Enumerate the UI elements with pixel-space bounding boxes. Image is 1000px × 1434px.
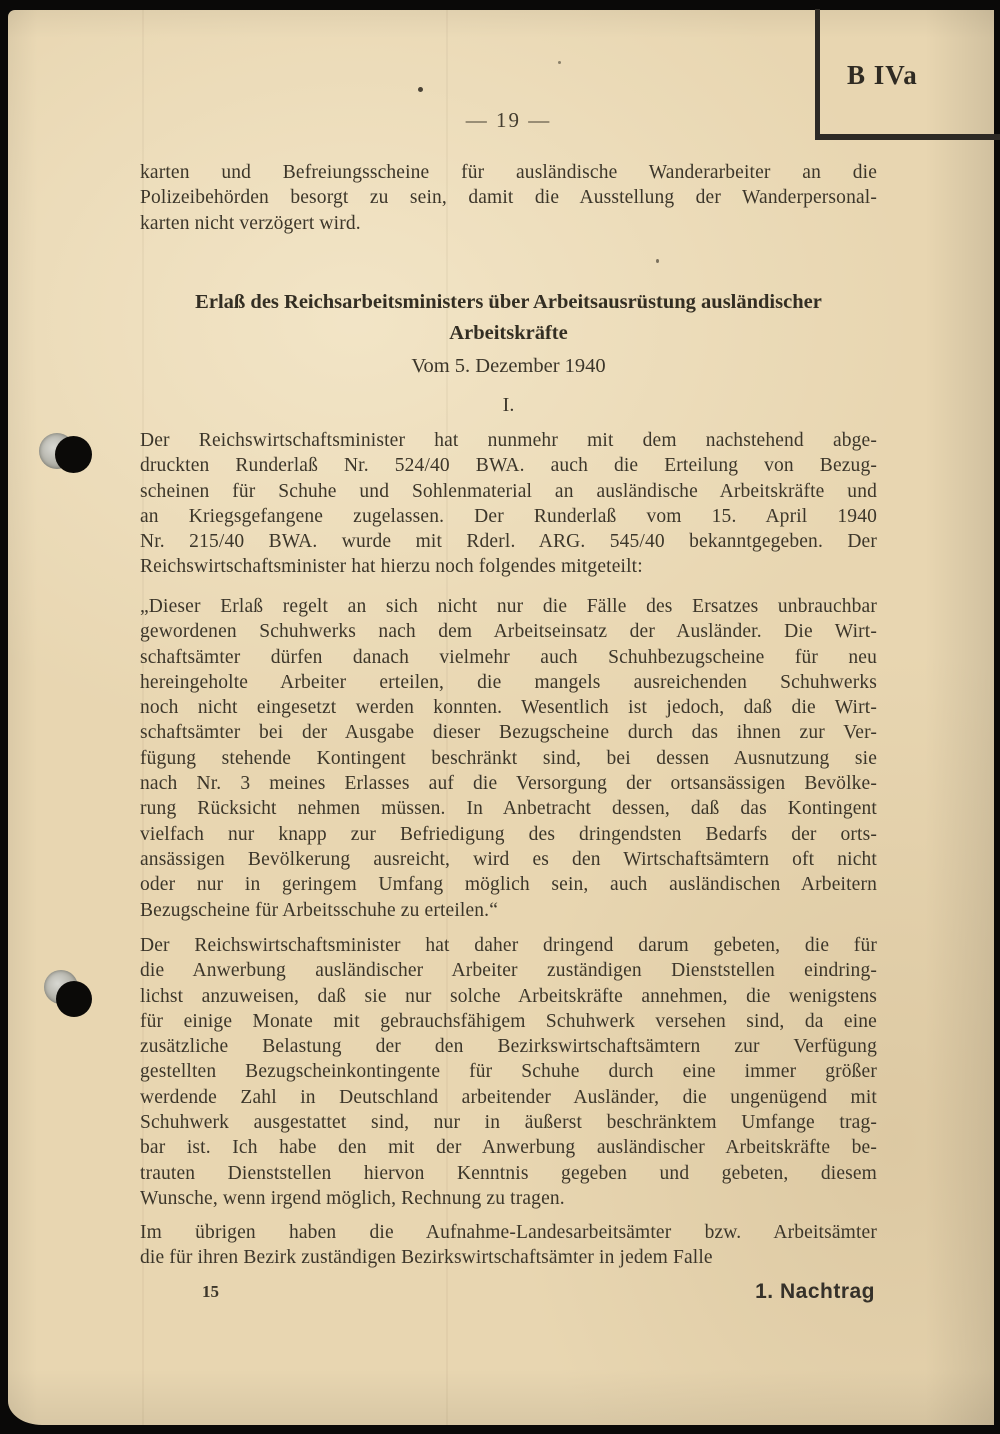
- hole-punch-hole: [56, 981, 92, 1017]
- section-numeral: I.: [502, 394, 515, 416]
- intro-paragraph: [140, 160, 877, 236]
- quotation-paragraph: [140, 594, 877, 923]
- text-line: „Dieser Erlaß regelt an sich nicht nur die Fälle des Ersatzes unbrauchbar: [140, 596, 877, 617]
- text-line: an Kriegsgefangene zugelassen. Der Runderlaß vom 15. April 1940: [140, 505, 877, 527]
- text-line: zusätzliche Belastung der den Bezirkswirtschaftsämtern zur Verfügung: [140, 1036, 877, 1058]
- text-line: druckten Runderlaß Nr. 524/40 BWA. auch die Erteilung von Bezug-: [140, 455, 877, 477]
- text-line: Nr. 215/40 BWA. wurde mit Rderl. ARG. 545/40 bekanntgegeben. Der: [140, 531, 877, 553]
- paragraph: [140, 1220, 877, 1271]
- text-line: Arbeitskräfte: [449, 322, 568, 344]
- text-line: rung Rücksicht nehmen müssen. In Anbetracht dessen, daß das Kontingent: [140, 798, 877, 820]
- text-line: Schuhwerk ausgestattet sind, nur in äußerst beschränktem Umfange trag-: [140, 1112, 877, 1134]
- hole-punch-hole: [55, 436, 92, 473]
- text-line: werdende Zahl in Deutschland arbeitender Ausländer, die ungenügend mit: [140, 1086, 877, 1108]
- text-line: karten nicht verzögert wird.: [140, 212, 361, 234]
- text-line: oder nur in geringem Umfang möglich sein, auch ausländischen Arbeitern: [140, 874, 877, 896]
- text-line: die für ihren Bezirk zuständigen Bezirkswirtschaftsämter in jedem Falle: [140, 1247, 713, 1269]
- text-line: die Anwerbung ausländischer Arbeiter zuständigen Dienststellen eindring-: [140, 960, 877, 982]
- text-line: Im übrigen haben die Aufnahme-Landesarbeitsämter bzw. Arbeitsämter: [140, 1222, 877, 1243]
- text-line: gestellten Bezugscheinkontingente für Schuhe durch eine immer größer: [140, 1061, 877, 1083]
- paper-speck: [418, 87, 423, 92]
- text-line: Bezugscheine für Arbeitsschuhe zu erteilen.“: [140, 899, 498, 921]
- text-line: Erlaß des Reichsarbeitsministers über Arbeitsausrüstung ausländischer: [195, 291, 822, 313]
- paragraph: [140, 428, 877, 580]
- text-line: lichst anzuweisen, daß sie nur solche Arbeitskräfte annehmen, die wenigstens: [140, 985, 877, 1007]
- text-line: schaftsämter dürfen danach vielmehr auch Schuhbezugscheine für neu: [140, 646, 877, 668]
- text-line: nach Nr. 3 meines Erlasses auf die Versorgung der ortsansässigen Bevölke-: [140, 773, 877, 795]
- text-line: Reichswirtschaftsminister hat hierzu noch folgendes mitgeteilt:: [140, 556, 643, 578]
- text-line: fügung stehende Kontingent beschränkt sind, bei dessen Ausnutzung sie: [140, 747, 877, 769]
- text-line: gewordenen Schuhwerks nach dem Arbeitseinsatz der Ausländer. Die Wirt-: [140, 621, 877, 643]
- text-line: Der Reichswirtschaftsminister hat daher dringend darum gebeten, die für: [140, 935, 877, 956]
- paper-speck: [656, 259, 659, 263]
- paper-speck: [558, 61, 561, 64]
- text-line: karten und Befreiungsscheine für ausländische Wanderarbeiter an die: [140, 162, 877, 183]
- text-line: vielfach nur knapp zur Befriedigung des dringendsten Bedarfs der orts-: [140, 823, 877, 845]
- classification-label: B IVa: [847, 60, 918, 90]
- text-line: ansässigen Bevölkerung ausreicht, wird es den Wirtschaftsämtern oft nicht: [140, 848, 877, 870]
- decree-date: Vom 5. Dezember 1940: [411, 355, 606, 377]
- text-line: trauten Dienststellen hiervon Kenntnis gegeben und gebeten, diesem: [140, 1162, 877, 1184]
- text-line: für einige Monate mit gebrauchsfähigem Schuhwerk versehen sind, da eine: [140, 1010, 877, 1032]
- text-line: hereingeholte Arbeiter erteilen, die mangels ausreichenden Schuhwerks: [140, 671, 877, 693]
- page-number: — 19 —: [465, 108, 552, 132]
- text-line: Der Reichswirtschaftsminister hat nunmehr mit dem nachstehend abge-: [140, 430, 877, 451]
- text-line: scheinen für Schuhe und Sohlenmaterial an ausländische Arbeitskräfte und: [140, 480, 877, 502]
- text-line: Wunsche, wenn irgend möglich, Rechnung zu tragen.: [140, 1187, 565, 1209]
- text-line: schaftsämter bei der Ausgabe dieser Bezugscheine durch das ihnen zur Ver-: [140, 722, 877, 744]
- text-line: bar ist. Ich habe den mit der Anwerbung ausländischer Arbeitskräfte be-: [140, 1137, 877, 1159]
- text-line: Polizeibehörden besorgt zu sein, damit die Ausstellung der Wanderpersonal-: [140, 187, 877, 209]
- footer-sheet-number: 15: [202, 1282, 219, 1301]
- text-line: noch nicht eingesetzt werden konnten. Wesentlich ist jedoch, daß die Wirt-: [140, 697, 877, 719]
- decree-title: [140, 287, 877, 349]
- paragraph: [140, 933, 877, 1211]
- footer-supplement-label: 1. Nachtrag: [755, 1280, 875, 1303]
